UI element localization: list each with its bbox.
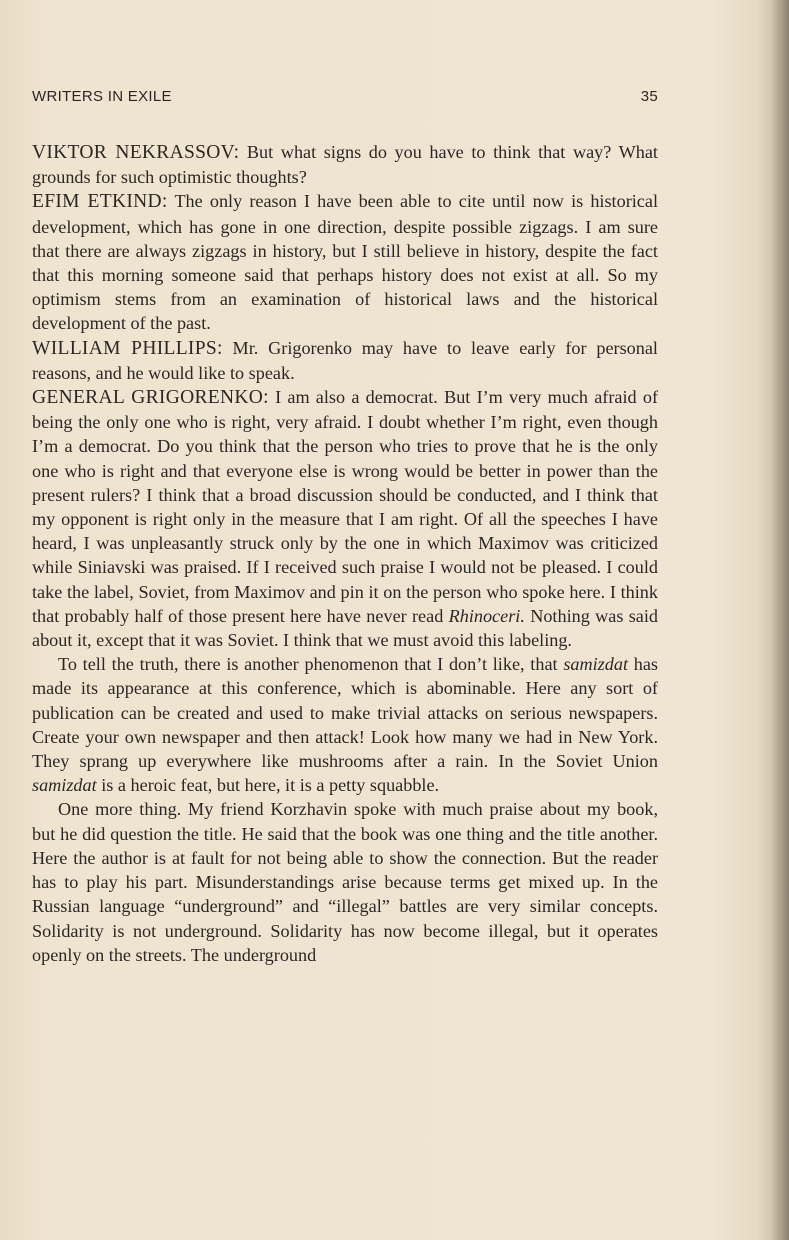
paragraph-nekrassov [32, 140, 658, 189]
speech-text: Nothing was said about it, except that it was Soviet. I think that we must avoid this labeling. [32, 605, 658, 651]
speech-text: I am also a democrat. But I’m very much afraid of being the only one who is right, very afraid. I doubt whether I’m right, even though I’m a democrat. Do you think that the person who tries to prove that he is the only one who is right and that everyone else is wrong would be better in power than the present rulers? I think that a broad discussion should be conducted, and I think that my opponent is right only in the measure that I am right. Of all the speeches I have heard, I was unpleasantly struck only by the one in which Maximov was criticized while Siniavski was praised. If I received such praise I would not be pleased. I could take the label, Soviet, from Maximov and pin it on the person who spoke here. I think that probably half of those present here have never read [32, 387, 659, 626]
italic-term: samizdat [32, 775, 97, 796]
page-number: 35 [640, 88, 658, 105]
speaker-name: WILLIAM PHILLIPS: [32, 337, 223, 359]
speech-text: has made its appearance at this conference, which is abominable. Here any sort of publication can be created and used to make trivial attacks on serious newspapers. Create your own newspaper and then attack! Look how many we had in New York. They sprang up everywhere like mushrooms after a rain. In the Soviet Union [32, 654, 658, 772]
speech-text: One more thing. My friend Korzhavin spoke with much praise about my book, but he did question the title. He said that the book was one thing and the title another. Here the author is at fault for not being able to show the connection. But the reader has to play his part. Misunderstandings arise because terms get mixed up. In the Russian language “underground” and “illegal” battles are very similar concepts. Solidarity is not underground. Solidarity has now become illegal, but it operates openly on the streets. The underground [32, 799, 658, 965]
speech-text: is a heroic feat, but here, it is a petty squabble. [96, 775, 440, 796]
book-title-italic: Rhinoceri. [448, 605, 525, 626]
speaker-name: EFIM ETKIND: [32, 191, 168, 213]
book-spine-shadow [771, 0, 789, 1240]
speech-text: The only reason I have been able to cite until now is historical development, which has gone in one direction, despite possible zigzags. I am sure that there are always zigzags in history, but I still believe in history, despite the fact that this morning someone said that perhaps history does not exist at all. So my optimism stems from an examination of historical laws and the historical development of the past. [32, 191, 659, 334]
paragraph-grigorenko [32, 385, 658, 652]
speech-text: To tell the truth, there is another phenomenon that I don’t like, that [58, 654, 564, 675]
running-head [32, 88, 658, 110]
running-title: WRITERS IN EXILE [32, 88, 172, 105]
body-text [32, 140, 658, 967]
paragraph-phillips [32, 336, 658, 385]
paragraph-etkind [32, 189, 658, 335]
speech-text: Mr. Grigorenko may have to leave early for personal reasons, and he would like to speak. [32, 337, 658, 383]
paragraph-samizdat [32, 652, 658, 797]
italic-term: samizdat [563, 654, 629, 675]
speaker-name: VIKTOR NEKRASSOV: [32, 142, 240, 163]
speaker-name: GENERAL GRIGORENKO: [32, 387, 269, 409]
speech-text: But what signs do you have to think that way? What grounds for such optimistic thoughts? [32, 142, 658, 188]
paragraph-korzhavin [32, 797, 658, 966]
